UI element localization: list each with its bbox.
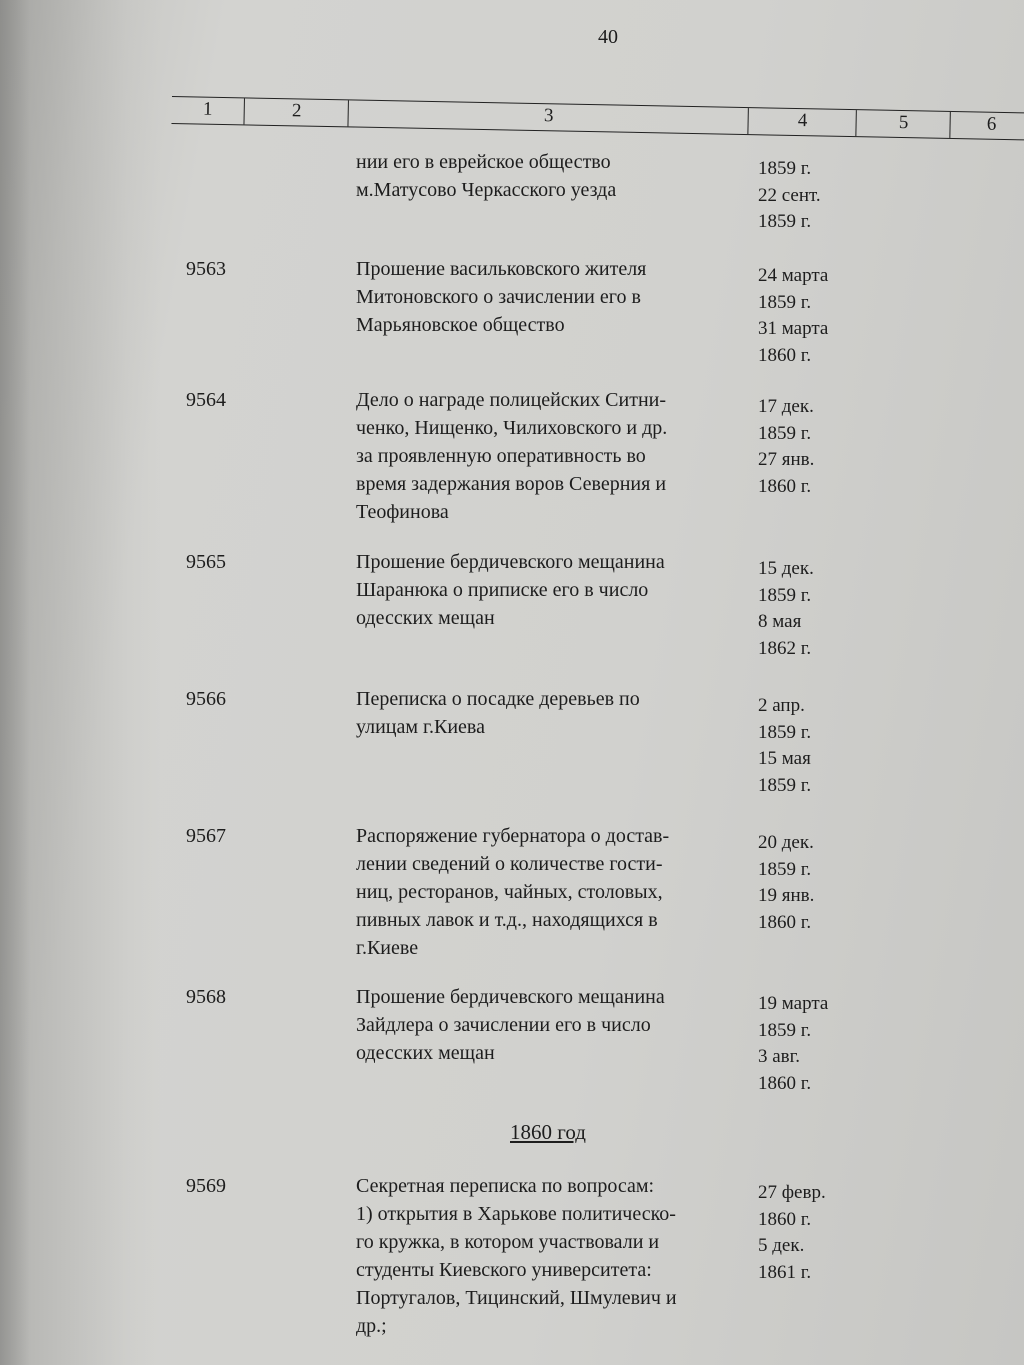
record-title-line: ниц, ресторанов, чайных, столовых, <box>356 881 663 903</box>
record-title-line: Переписка о посадке деревьев по <box>356 688 640 710</box>
record-number: 9566 <box>186 688 226 710</box>
column-header-5: 5 <box>855 110 950 138</box>
record-date-line: 2 апр. <box>758 695 805 716</box>
record-title-line: м.Матусово Черкасского уезда <box>356 179 617 201</box>
record-title-line: одесских мещан <box>356 607 495 629</box>
record-title-line: Зайдлера о зачислении его в число <box>356 1014 651 1036</box>
record-date-line: 1860 г. <box>758 1208 812 1230</box>
page-number: 40 <box>598 26 618 48</box>
record-date-line: 1861 г. <box>758 1261 812 1283</box>
record-number: 9568 <box>186 986 226 1008</box>
record-date-line: 1862 г. <box>758 637 812 659</box>
record-title-line: Прошение бердичевского мещанина <box>356 986 665 1008</box>
record-dates <box>758 1180 826 1286</box>
record-title <box>356 685 746 741</box>
record-title-line: улицам г.Киева <box>356 716 485 738</box>
record-title-line: Распоряжение губернатора о достав- <box>356 825 670 847</box>
record-date-line: 1859 г. <box>758 584 812 606</box>
column-header-3: 3 <box>347 100 748 134</box>
record-title-line: г.Киеве <box>356 937 419 959</box>
record-date-line: 15 мая <box>758 748 811 769</box>
record-date-line: 1859 г. <box>758 1019 812 1041</box>
record-date-line: 1859 г. <box>758 291 812 313</box>
record-date-line: 1859 г. <box>758 721 812 743</box>
record-date-line: 1859 г. <box>758 774 812 796</box>
column-header-1: 1 <box>202 98 213 120</box>
record-title <box>356 148 746 204</box>
column-header-4: 4 <box>747 108 856 136</box>
record-title-line: Португалов, Тицинский, Шмулевич и <box>356 1287 677 1309</box>
record-date-line: 1860 г. <box>758 911 812 933</box>
record-title-line: Секретная переписка по вопросам: <box>356 1175 655 1197</box>
record-dates <box>758 830 814 936</box>
record-title <box>356 1172 746 1340</box>
record-number: 9569 <box>186 1175 226 1197</box>
record-title-line: одесских мещан <box>356 1042 495 1064</box>
record-title-line: ченко, Нищенко, Чилиховского и др. <box>356 417 668 439</box>
record-title-line: Прошение васильковского жителя <box>356 258 647 280</box>
record-title-line: время задержания воров Северния и <box>356 473 667 495</box>
record-title-line: др.; <box>356 1315 387 1337</box>
record-date-line: 1860 г. <box>758 475 812 497</box>
record-date-line: 15 дек. <box>758 558 814 579</box>
record-title-line: нии его в еврейское общество <box>356 151 611 173</box>
record-number: 9567 <box>186 825 226 847</box>
record-number: 9565 <box>186 551 226 573</box>
record-date-line: 1859 г. <box>758 211 812 232</box>
record-number: 9564 <box>186 389 226 411</box>
record-title-line: го кружка, в котором участвовали и <box>356 1231 660 1253</box>
record-date-line: 1860 г. <box>758 344 812 366</box>
record-title-line: 1) открытия в Харькове политическо- <box>356 1203 676 1225</box>
record-title <box>356 983 746 1067</box>
record-title-line: Митоновского о зачислении его в <box>356 286 641 308</box>
record-date-line: 19 янв. <box>758 885 815 906</box>
column-header-2: 2 <box>243 98 348 126</box>
record-date-line: 3 авг. <box>758 1046 801 1067</box>
record-dates <box>758 156 821 236</box>
record-number: 9563 <box>186 258 226 280</box>
record-dates <box>758 991 828 1097</box>
record-title <box>356 822 746 962</box>
record-date-line: 1860 г. <box>758 1072 812 1094</box>
record-date-line: 22 сент. <box>758 184 821 206</box>
record-date-line: 1859 г. <box>758 422 812 444</box>
record-title-line: Шаранюка о приписке его в число <box>356 579 649 601</box>
record-title-line: Прошение бердичевского мещанина <box>356 551 665 573</box>
record-date-line: 24 марта <box>758 265 829 286</box>
record-date-line: 27 февр. <box>758 1182 826 1203</box>
record-title <box>356 386 746 526</box>
column-header-6: 6 <box>949 112 1024 140</box>
record-title-line: студенты Киевского университета: <box>356 1259 652 1281</box>
record-title-line: пивных лавок и т.д., находящихся в <box>356 909 658 931</box>
record-title-line: Дело о награде полицейских Ситни- <box>356 389 667 411</box>
record-date-line: 19 марта <box>758 993 829 1014</box>
record-title <box>356 255 746 339</box>
record-date-line: 20 дек. <box>758 832 814 853</box>
record-date-line: 1859 г. <box>758 158 812 179</box>
record-date-line: 17 дек. <box>758 396 814 417</box>
record-title <box>356 548 746 632</box>
record-dates <box>758 556 814 662</box>
year-heading: 1860 год <box>510 1120 586 1144</box>
record-date-line: 8 мая <box>758 611 802 632</box>
record-date-line: 27 янв. <box>758 449 815 470</box>
record-dates <box>758 394 814 500</box>
record-title-line: Марьяновское общество <box>356 314 565 336</box>
record-date-line: 1859 г. <box>758 858 812 880</box>
record-title-line: Теофинова <box>356 501 449 523</box>
record-dates <box>758 263 828 369</box>
record-title-line: лении сведений о количестве гости- <box>356 853 663 875</box>
record-dates <box>758 693 811 799</box>
record-title-line: за проявленную оперативность во <box>356 445 646 467</box>
record-date-line: 5 дек. <box>758 1235 805 1256</box>
record-date-line: 31 марта <box>758 318 829 339</box>
